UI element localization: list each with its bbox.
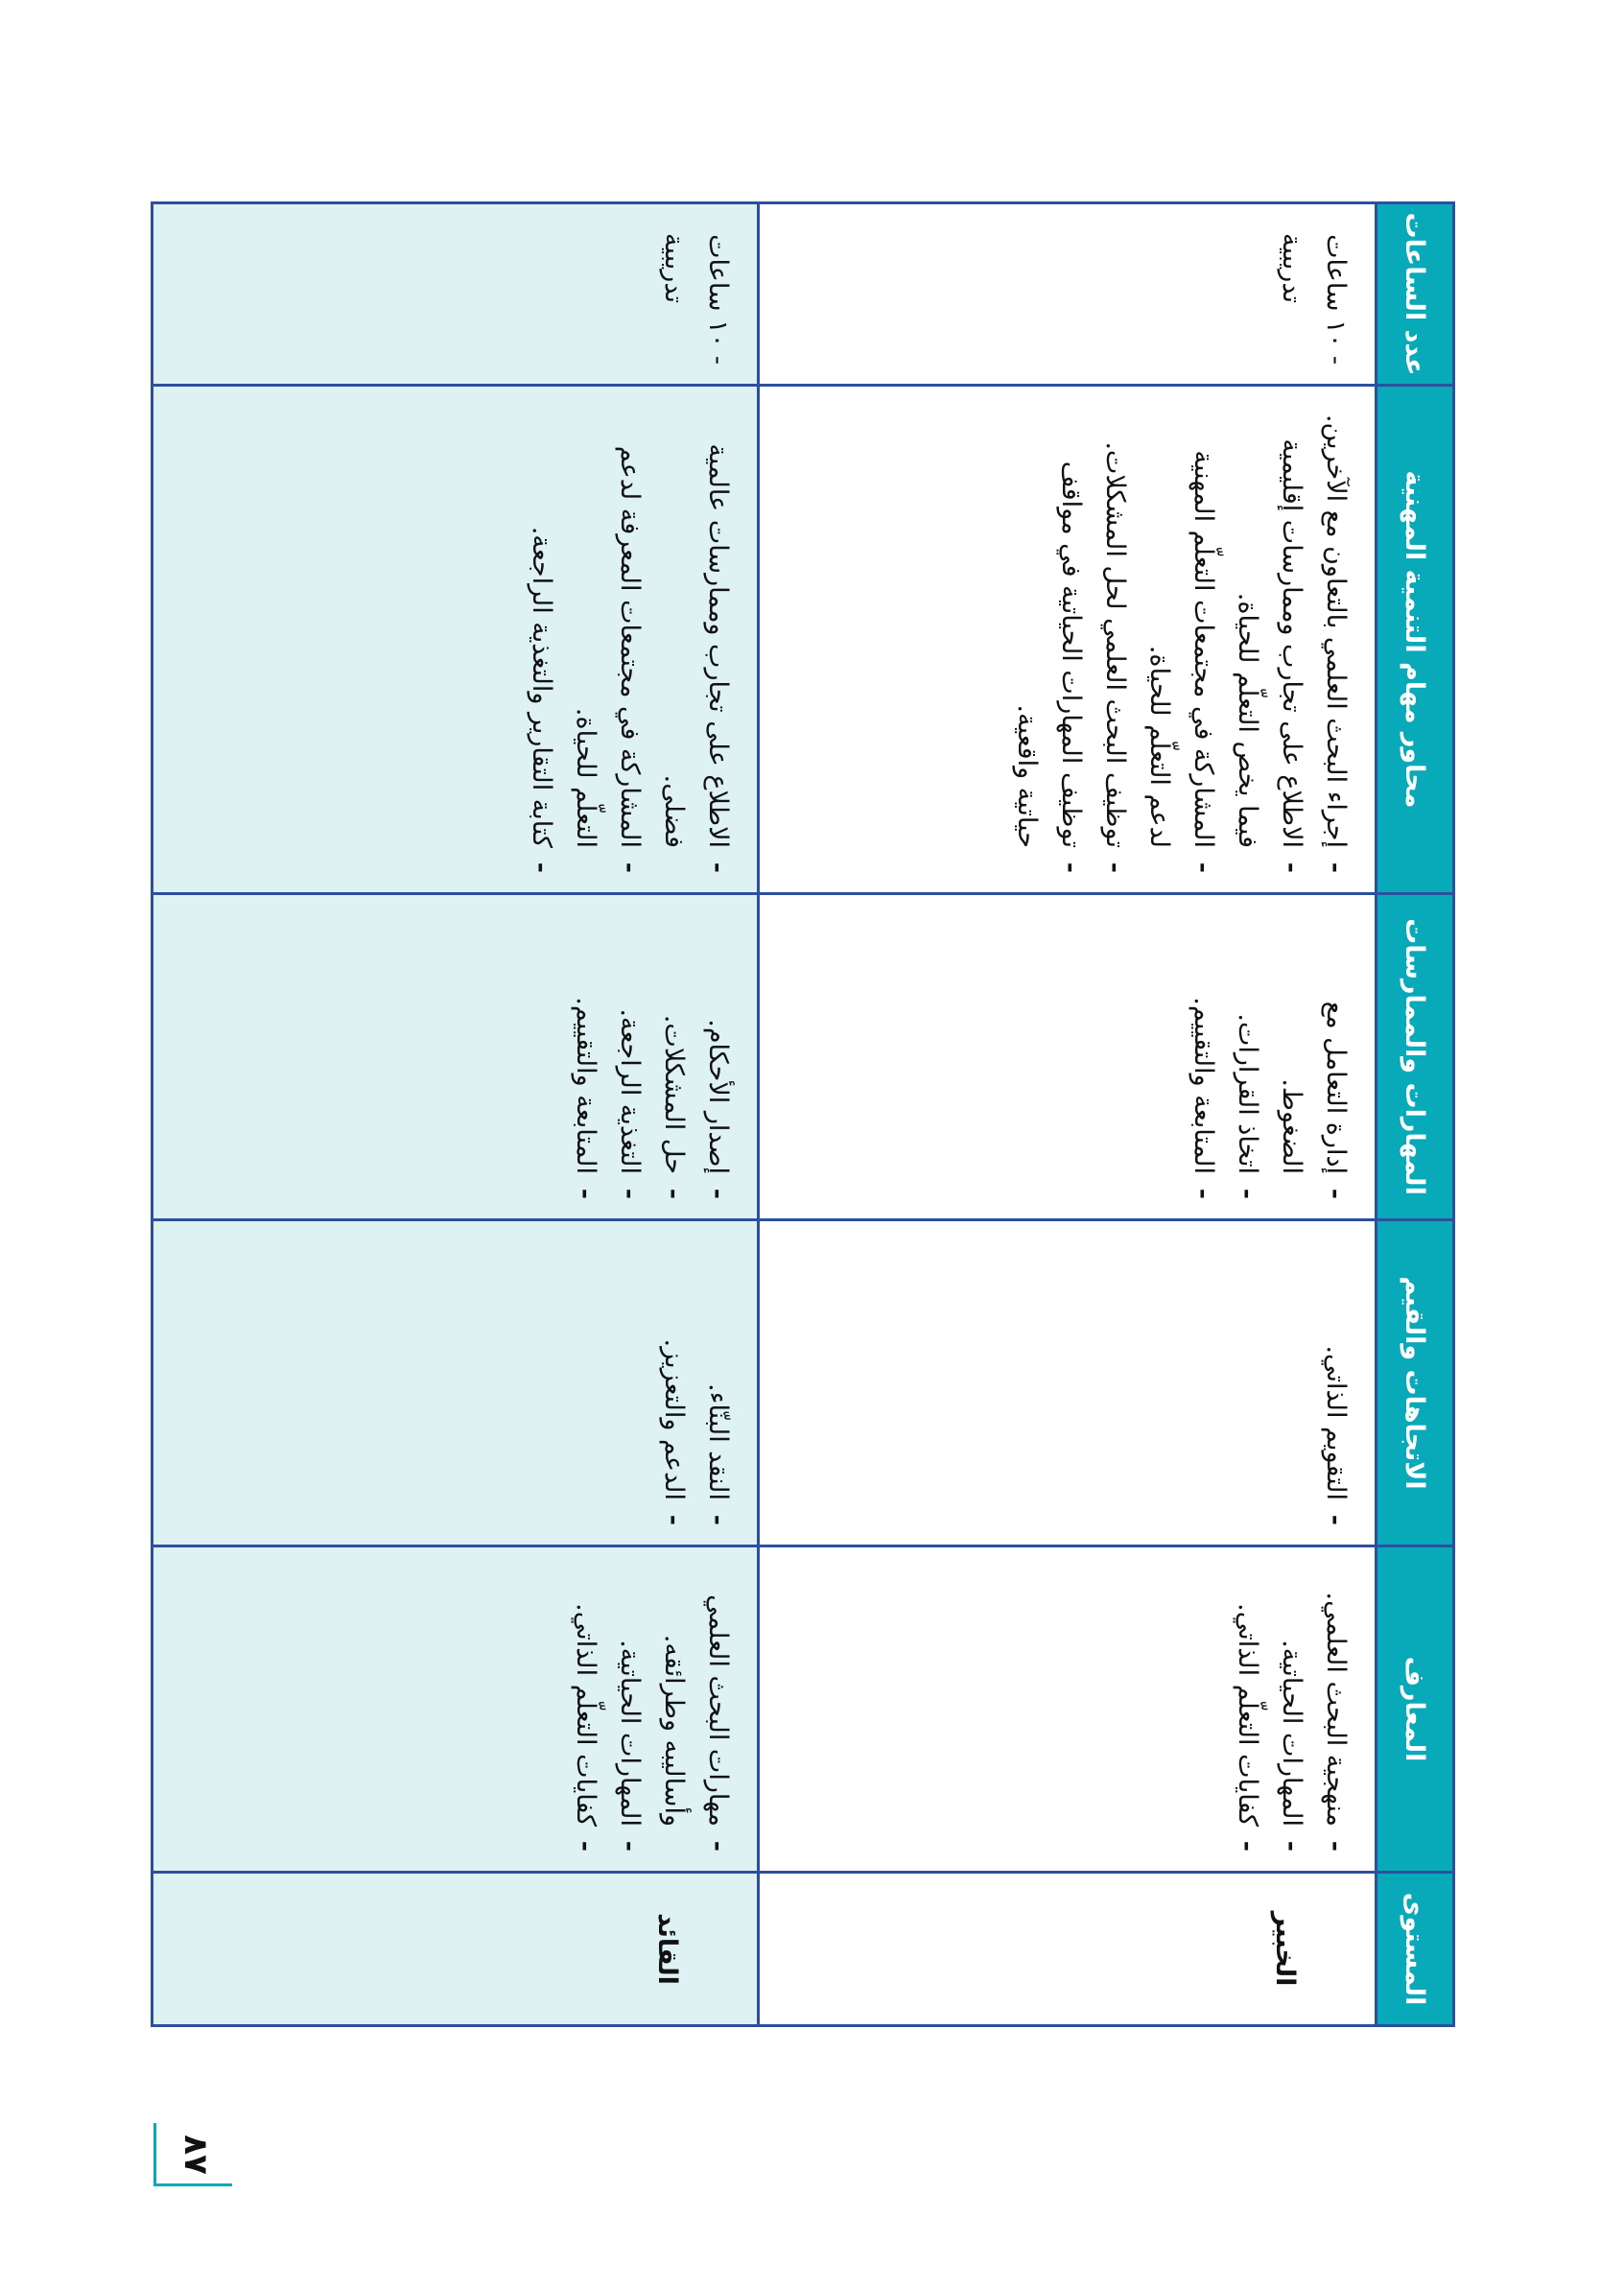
list-item: - توظيف المهارات الحياتية في مواقف حياتية واقعية.: [1012, 460, 1086, 873]
list-item: - المشاركة في مجتمعات التعلّم المهنية لدعم التعلّم للحياة.: [1144, 450, 1218, 873]
list-item: - المتابعة والتقييم.: [1189, 997, 1218, 1199]
professional-development-table: [151, 201, 1455, 2027]
page-number-box: [153, 2123, 232, 2186]
list-item: - الدعم والتعزيز.: [658, 1338, 689, 1525]
list-item: - التغذية الراجعة.: [614, 1008, 645, 1199]
cell-skills: [758, 894, 1376, 1220]
header-attitudes: الاتجاهات والقيم: [1377, 1220, 1454, 1546]
list-item: - إدارة التعامل مع الضغوط.: [1277, 1001, 1351, 1199]
cell-attitudes: [758, 1220, 1376, 1546]
list-item: - المهارات الحياتية.: [614, 1640, 645, 1852]
cell-level: [758, 1873, 1376, 2026]
page-number: ٨٧: [177, 2135, 215, 2175]
list-item: - المتابعة والتقييم.: [570, 997, 600, 1199]
hours-value: - ١٠ ساعات: [1321, 234, 1351, 365]
hours-value: - ١٠ ساعات: [702, 234, 733, 365]
cell-axes: [153, 386, 759, 894]
cell-axes: [758, 386, 1376, 894]
list-item: - الاطلاع على تجارب وممارسات إقليمية فيما يخص التعلّم للحياة.: [1233, 438, 1306, 873]
list-item: - إصدار الأحكام.: [702, 1019, 733, 1199]
cell-level: [153, 1873, 759, 2026]
list-item: - كفايات التعلّم الذاتي.: [570, 1603, 600, 1852]
cell-attitudes: [153, 1220, 759, 1546]
table-row: [758, 203, 1376, 2026]
list-item: - منهجية البحث العلمي.: [1321, 1592, 1351, 1852]
cell-skills: [153, 894, 759, 1220]
list-item: - المهارات الحياتية.: [1277, 1640, 1306, 1852]
header-hours: عدد الساعات: [1377, 203, 1454, 386]
header-row: [1377, 203, 1454, 2026]
cell-knowledge: [758, 1546, 1376, 1873]
list-item: - اتخاذ القرارات.: [1233, 1013, 1262, 1199]
list-item: - كتابة التقارير والتغذية الراجعة.: [526, 526, 556, 873]
header-skills: المهارات والممارسات: [1377, 894, 1454, 1220]
level-label: القائد: [651, 1913, 682, 1985]
header-level: المستوى: [1377, 1873, 1454, 2026]
cell-hours: [758, 203, 1376, 386]
hours-type: تدريبية: [1277, 233, 1306, 304]
list-item: - إجراء البحث العلمي بالتعاون مع الآخرين.: [1321, 413, 1351, 873]
list-item: - حل المشكلات.: [658, 1014, 689, 1199]
list-item: - كفايات التعلّم الذاتي.: [1233, 1603, 1262, 1852]
header-axes: محاور مهام التنمية المهنية: [1377, 386, 1454, 894]
table-row: [153, 203, 759, 2026]
cell-knowledge: [153, 1546, 759, 1873]
level-label: الخبير: [1270, 1911, 1300, 1987]
hours-type: تدريبية: [658, 233, 689, 304]
list-item: - مهارات البحث العلمي وأساليبه وطرائقه.: [658, 1594, 733, 1852]
list-item: - الاطلاع على تجارب وممارسات عالمية فضلى.: [658, 443, 733, 873]
list-item: - التقويم الذاتي.: [1321, 1345, 1351, 1525]
rotated-table-frame: [151, 201, 1455, 2024]
list-item: - المشاركة في مجتمعات المعرفة لدعم التعلّم للحياة.: [570, 445, 645, 873]
cell-hours: [153, 203, 759, 386]
table-container: [151, 201, 1455, 2024]
list-item: - توظيف البحث العلمي لحل المشكلات.: [1100, 441, 1130, 873]
list-item: - النقد البنّاء.: [702, 1383, 733, 1525]
header-knowledge: المعارف: [1377, 1546, 1454, 1873]
